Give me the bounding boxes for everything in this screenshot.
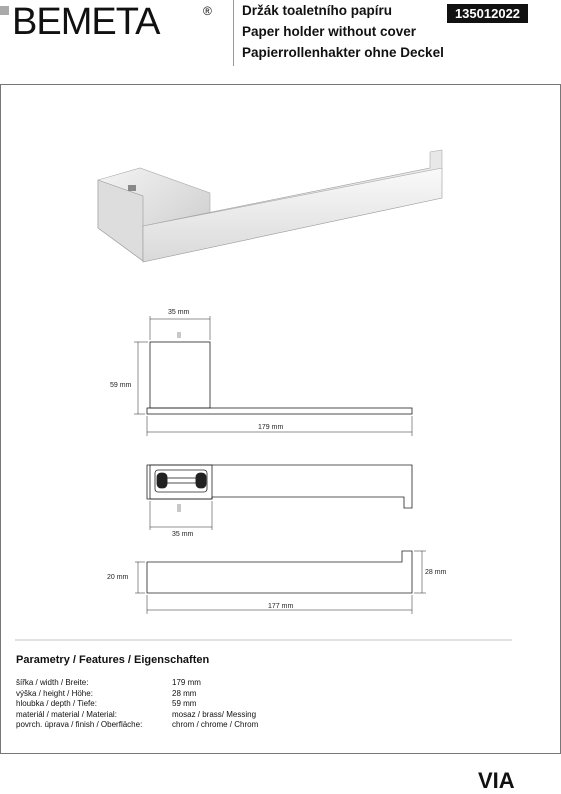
product-code-badge: 135012022 [447,4,528,23]
param-row: šířka / width / Breite: 179 mm [16,678,201,687]
dim-front-height-right: 28 mm [425,569,447,576]
dim-side-length: 179 mm [258,424,284,431]
param-row: výška / height / Höhe: 28 mm [16,688,197,698]
dim-front-length: 177 mm [268,603,294,610]
dim-plan-width: 35 mm [172,531,194,538]
dim-side-height: 59 mm [110,382,132,389]
product-photo [98,150,442,262]
logo-wordmark: BEMETA [12,1,160,40]
series-name: VIA [478,768,515,793]
title-german: Papierrollenhakter ohne Deckel [242,45,444,60]
param-row: povrch. úprava / finish / Oberfläche: chrom / chrome / Chrom [16,720,259,729]
svg-text:®: ® [203,4,212,18]
title-czech: Držák toaletního papíru [242,3,393,18]
plan-view-drawing [147,465,412,530]
param-row: materiál / material / Material: mosaz / brass/ Messing [16,709,257,719]
side-view-drawing [134,316,412,436]
parameters-title: Parametry / Features / Eigenschaften [16,654,210,666]
parameters-table [16,678,258,731]
title-english: Paper holder without cover [242,24,417,39]
param-row: hloubka / depth / Tiefe: 59 mm [16,699,197,708]
dim-front-height-left: 20 mm [107,574,129,581]
dim-top-width: 35 mm [168,309,190,316]
